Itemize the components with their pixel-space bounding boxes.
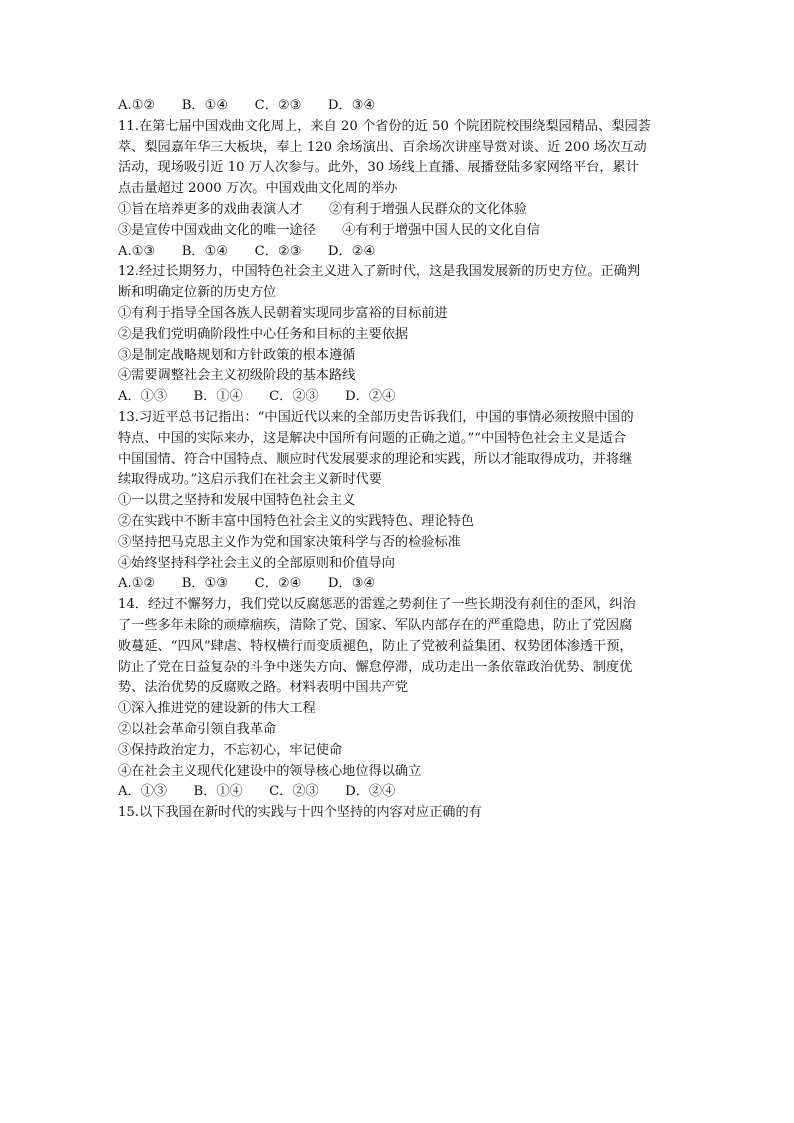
question-13-text: 中国国情、符合中国特点、顺应时代发展要求的理论和实践，所以才能取得成功，并将继	[118, 451, 633, 467]
question-13-statement: ④始终坚持科学社会主义的全部原则和价值导向	[118, 555, 395, 571]
question-14-text: 势、法治优势的反腐败之路。材料表明中国共产党	[118, 680, 409, 696]
question-11-text: 活动，现场吸引近 10 万人次参与。此外，30 场线上直播、展播登陆多家网络平台，累计	[118, 160, 639, 176]
answer-options-q10: A.①② B．①④ C．②③ D．③④	[118, 98, 376, 113]
question-14-statement: ④在社会主义现代化建设中的领导核心地位得以确立	[118, 763, 422, 779]
question-13-statement: ②在实践中不断丰富中国特色社会主义的实践特色、理论特色	[118, 513, 475, 529]
answer-options-q12: A．①③ B．①④ C．②③ D．②④	[118, 389, 396, 405]
question-14-statement: ②以社会革命引领自我革命	[118, 721, 277, 737]
document-page	[118, 96, 678, 824]
question-14-statement: ③保持政治定力，不忘初心，牢记使命	[118, 742, 343, 758]
question-14-statement: ①深入推进党的建设新的伟大工程	[118, 701, 316, 717]
question-13-statement: ①一以贯之坚持和发展中国特色社会主义	[118, 493, 356, 509]
question-11-statement: ①旨在培养更多的戏曲表演人才 ②有利于增强人民群众的文化体验	[118, 201, 527, 217]
question-12-statement: ④需要调整社会主义初级阶段的基本路线	[118, 368, 356, 384]
answer-options-q13: A.①② B．①③ C．②④ D．③④	[118, 576, 376, 592]
question-14-text: 14．经过不懈努力，我们党以反腐惩恶的雷霆之势刹住了一些长期没有刹住的歪风，纠治	[118, 597, 636, 613]
question-12-statement: ②是我们党明确阶段性中心任务和目标的主要依据	[118, 326, 409, 342]
answer-options-q14: A．①③ B．①④ C．②③ D．②④	[118, 784, 396, 800]
question-15-text: 15.以下我国在新时代的实践与十四个坚持的内容对应正确的有	[118, 805, 482, 821]
question-14-text: 败蔓延、“四风”肆虐、特权横行而变质褪色，防止了党被利益集团、权势团体渗透干预，	[118, 638, 633, 654]
answer-options-q11: A.①③ B．①④ C．②③ D．②④	[118, 243, 376, 259]
question-12-text: 12.经过长期努力，中国特色社会主义进入了新时代，这是我国发展新的历史方位。正确判	[118, 264, 641, 280]
question-13-statement: ③坚持把马克思主义作为党和国家决策科学与否的检验标准	[118, 534, 461, 550]
question-13-text: 13.习近平总书记指出：“中国近代以来的全部历史告诉我们，中国的事情必须按照中国的	[118, 409, 634, 425]
question-11-statement: ③是宣传中国戏曲文化的唯一途径 ④有利于增强中国人民的文化自信	[118, 222, 540, 238]
question-12-statement: ③是制定战略规划和方针政策的根本遵循	[118, 347, 356, 363]
question-13-text: 续取得成功。”这启示我们在社会主义新时代要	[118, 472, 382, 488]
question-12-statement: ①有利于指导全国各族人民朝着实现同步富裕的目标前进	[118, 305, 448, 321]
question-12-text: 断和明确定位新的历史方位	[118, 285, 277, 301]
question-14-text: 了一些多年未除的顽瘴痼疾，清除了党、国家、军队内部存在的严重隐患，防止了党因腐	[118, 617, 633, 633]
question-11-text: 萃、梨园嘉年华三大板块，奉上 120 余场演出、百余场次讲座导赏对谈、近 200 场次互动	[118, 139, 647, 155]
question-11-text: 点击量超过 2000 万次。中国戏曲文化周的举办	[118, 181, 398, 197]
question-13-text: 特点、中国的实际来办，这是解决中国所有问题的正确之道。”“中国特色社会主义是适合	[118, 430, 627, 446]
question-14-text: 防止了党在日益复杂的斗争中迷失方向、懈怠停滞，成功走出一条依靠政治优势、制度优	[118, 659, 633, 675]
question-11-text: 11.在第七届中国戏曲文化周上，来自 20 个省份的近 50 个院团院校围绕梨园精品、梨园荟	[118, 118, 651, 134]
